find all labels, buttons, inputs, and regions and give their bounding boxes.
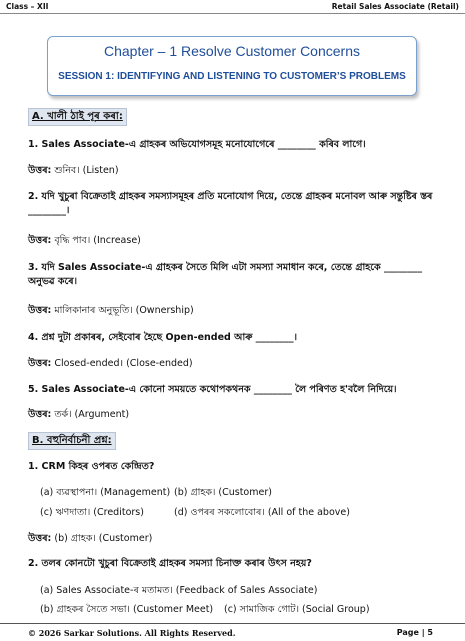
session-title: SESSION 1: IDENTIFYING AND LISTENING TO CUSTOMER’S PROBLEMS: [58, 71, 406, 82]
question-b1: 1. CRM কিহৰ ওপৰত কেন্দ্ৰিত?: [28, 461, 155, 472]
option-b2-c: (c) সামাজিক গোট। (Social Group): [224, 604, 370, 615]
option-b1-a: (a) ব্যৱস্থাপনা। (Management): [40, 487, 171, 498]
option-b1-c: (c) ঋণদাতা। (Creditors): [40, 507, 144, 518]
answer-a3: উত্তৰ: মালিকানাৰ অনুভূতি। (Ownership): [28, 305, 194, 316]
section-b-heading: B. বহুনিৰ্বাচনী প্ৰশ্ন:: [28, 432, 116, 450]
answer-a2: উত্তৰ: বৃদ্ধি পাব। (Increase): [28, 235, 141, 246]
page-number: Page | 5: [396, 628, 433, 637]
answer-a4: উত্তৰ: Closed-ended। (Close-ended): [28, 358, 193, 369]
chapter-title: Chapter – 1 Resolve Customer Concerns: [103, 43, 360, 59]
answer-a1: উত্তৰ: শুনিব। (Listen): [28, 165, 119, 176]
copyright-text: © 2026 Sarkar Solutions. All Rights Reserved.: [28, 628, 236, 638]
question-a4: 4. প্ৰশ্ন দুটা প্ৰকাৰৰ, সেইবোৰ হৈছে Open-ended আৰু ________।: [28, 332, 298, 343]
class-label: Class – XII: [6, 2, 49, 11]
question-b2: 2. তলৰ কোনটো খুচুৰা বিক্ৰেতাই গ্ৰাহকৰ সমস্যা চিনাক্ত কৰাৰ উৎস নহয়?: [28, 558, 312, 569]
chapter-title-box: [47, 36, 417, 96]
page-footer: [0, 623, 465, 641]
page-header: [0, 0, 465, 14]
question-a1: 1. Sales Associate-এ গ্ৰাহকৰ অভিযোগসমূহ মনোযোগেৰে ________ কৰিব লাগে।: [28, 139, 366, 150]
option-b1-d: (d) ওপৰৰ সকলোবোৰ। (All of the above): [174, 507, 350, 518]
course-label: Retail Sales Associate (Retail): [331, 2, 459, 11]
question-a2: 2. যদি খুচুৰা বিক্ৰেতাই গ্ৰাহকৰ সমস্যাসমূহৰ প্ৰতি মনোযোগ দিয়ে, তেন্তে গ্ৰাহকৰ মনোবল আৰু সন্তুষ্টিৰ স্তৰ ________।: [28, 191, 433, 216]
option-b2-a: (a) Sales Associate-ৰ মতামত। (Feedback of Sales Associate): [40, 585, 318, 596]
question-a5: 5. Sales Associate-এ কোনো সময়তে কথোপকথনক ________ লৈ পৰিণত হ'বলৈ নিদিয়ে।: [28, 384, 397, 395]
question-a3: 3. যদি Sales Associate-এ গ্ৰাহকৰ সৈতে মিলি এটা সমস্যা সমাধান কৰে, তেন্তে গ্ৰাহকে ________ অনুভৱ কৰে।: [28, 262, 422, 287]
section-a-heading: A. খালী ঠাই পূৰ কৰা:: [28, 108, 127, 126]
answer-a5: উত্তৰ: তৰ্ক। (Argument): [28, 409, 130, 420]
option-b2-b: (b) গ্ৰাহকৰ সৈতে সভা। (Customer Meet): [40, 604, 214, 615]
option-b1-b: (b) গ্ৰাহক। (Customer): [174, 487, 272, 498]
answer-b1: উত্তৰ: (b) গ্ৰাহক। (Customer): [28, 533, 153, 544]
